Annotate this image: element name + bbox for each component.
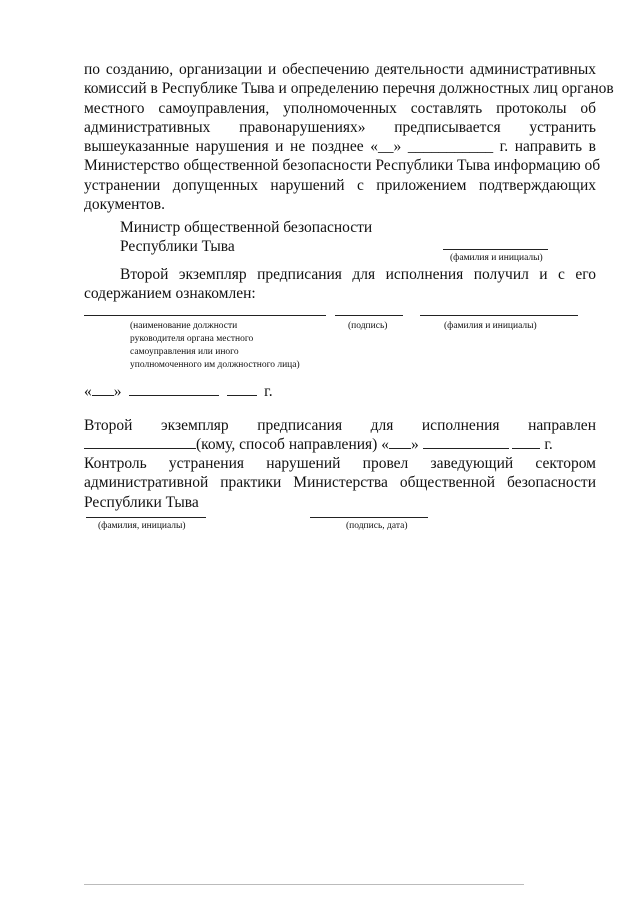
date-month-blank (129, 382, 219, 396)
text-line: по созданию, организации и обеспечению деятельности административных (84, 61, 596, 78)
year-suffix: г. (264, 383, 273, 400)
text-line: вышеуказанные нарушения и не позднее «__» ___________ г. направить в (84, 138, 596, 156)
text-line: административной практики Министерства общественной безопасности (84, 474, 596, 492)
text-line: Министерство общественной безопасности Республики Тыва информацию об (84, 157, 601, 175)
name-caption: (фамилия и инициалы) (444, 321, 537, 331)
position-caption-line: уполномоченного им должностного лица) (130, 360, 300, 370)
text-line: Контроль устранения нарушений провел заведующий сектором (84, 455, 596, 472)
name-line (420, 315, 578, 316)
sent-month-blank (423, 435, 509, 449)
ack-date (84, 382, 273, 401)
signature-line (335, 315, 403, 316)
scan-edge-line (84, 884, 524, 885)
date-day-blank (92, 382, 114, 396)
date-quote-close: » (113, 383, 122, 400)
minister-title: Министр общественной безопасности (120, 219, 373, 236)
paragraph-order-text (84, 60, 614, 214)
signature-caption: (подпись) (348, 321, 388, 331)
sent-year-suffix: г. (544, 436, 553, 454)
position-caption-line: руководителя органа местного (130, 334, 254, 344)
position-caption-line: (наименование должности (130, 321, 238, 331)
text-line: Второй экземпляр предписания для исполнения получил и с его (120, 266, 596, 283)
recipient-blank (84, 435, 196, 449)
position-caption-line: самоуправления или иного (130, 347, 239, 357)
control-sign-caption: (подпись, дата) (346, 521, 408, 531)
paragraph-sent (84, 416, 596, 455)
sent-quote-close: » (410, 436, 419, 454)
minister-name-line (443, 249, 548, 250)
sent-year-blank (512, 435, 540, 449)
text-line: устранении допущенных нарушений с приложением подтверждающих (84, 176, 596, 194)
minister-region: Республики Тыва (120, 238, 235, 255)
sent-day-blank (389, 435, 411, 449)
date-quote-open: « (84, 383, 92, 400)
text-line: местного самоуправления, уполномоченных составлять протоколы об (84, 99, 596, 117)
text-line: Республики Тыва (84, 493, 199, 511)
text-line: Второй экземпляр предписания для исполнения направлен (84, 417, 596, 434)
text-line: содержанием ознакомлен: (84, 285, 256, 303)
position-line (84, 315, 326, 316)
control-name-caption: (фамилия, инициалы) (98, 521, 186, 531)
text-line: комиссий в Республике Тыва и определению перечня должностных лиц органов (84, 80, 614, 98)
control-sign-line (310, 517, 428, 518)
sent-method-text: (кому, способ направления) « (196, 436, 389, 454)
date-year-blank (227, 382, 257, 396)
text-line: документов. (84, 196, 165, 214)
paragraph-control (84, 454, 596, 512)
control-name-line (86, 517, 206, 518)
minister-name-caption: (фамилия и инициалы) (450, 253, 543, 263)
sent-line-2 (84, 435, 596, 454)
paragraph-acknowledgement (84, 265, 596, 304)
text-line: административных правонарушениях» предписывается устранить (84, 118, 596, 136)
